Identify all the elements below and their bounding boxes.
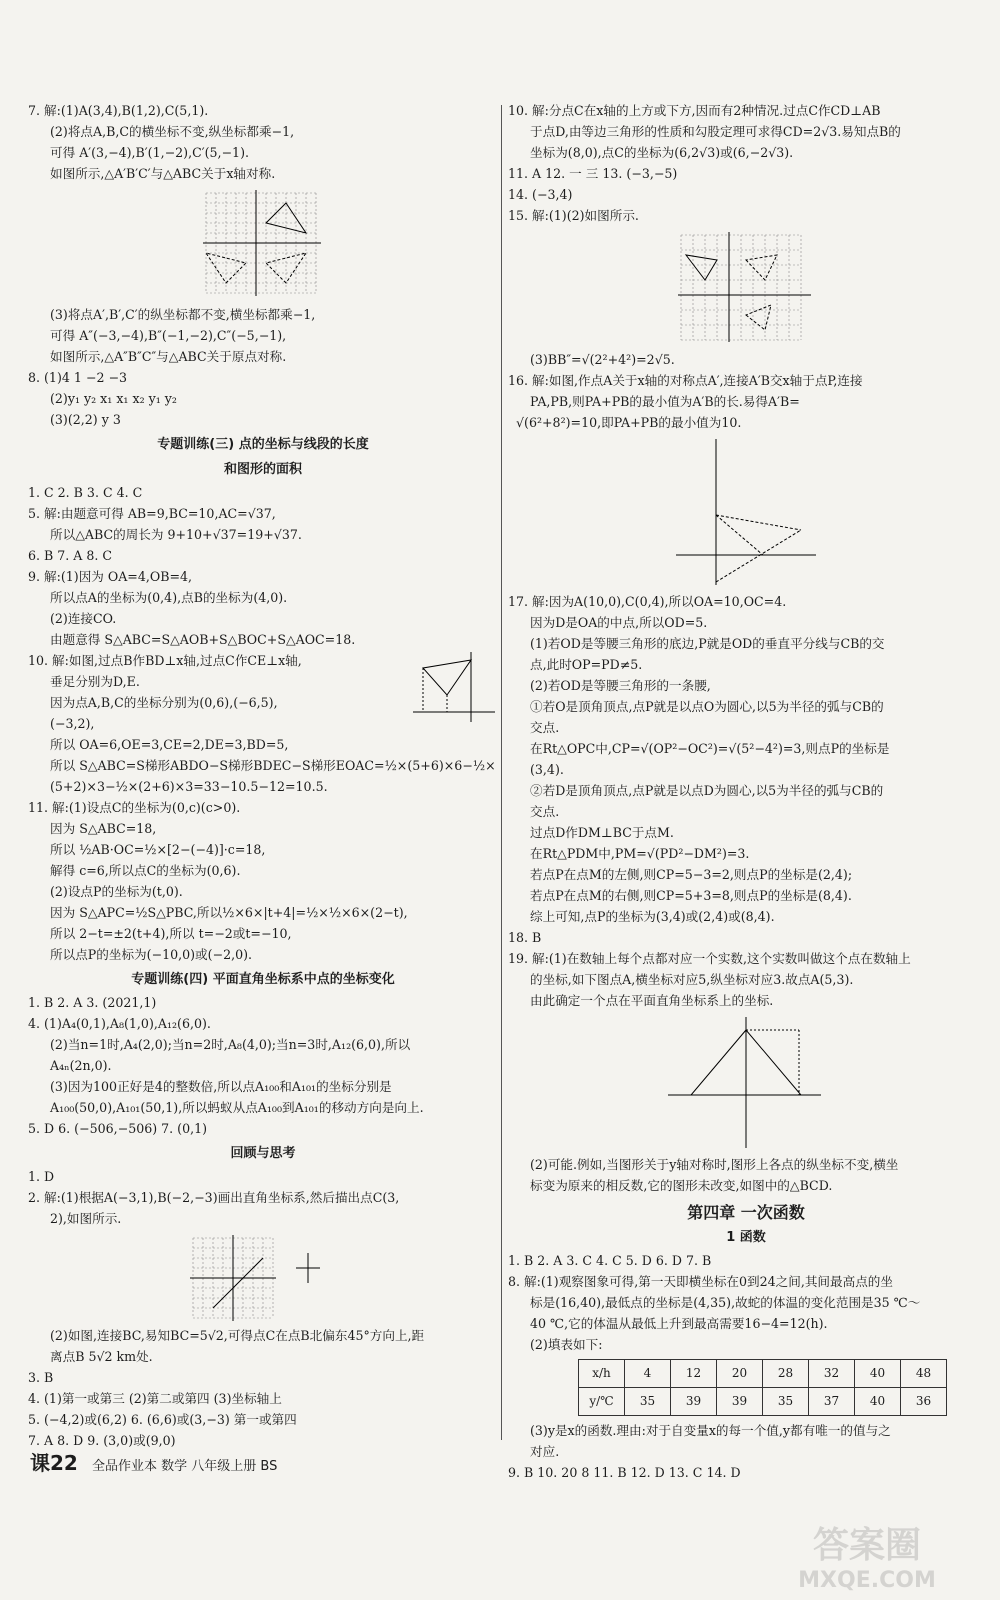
text-line: 所以 ½AB·OC=½×[2−(−4)]·c=18,: [50, 842, 266, 857]
text-line: (2)设点P的坐标为(t,0).: [50, 884, 183, 899]
table-cell: 39: [717, 1388, 763, 1416]
text-line: 9. 解:(1)因为 OA=4,OB=4,: [28, 569, 193, 584]
text-line: 6. B 7. A 8. C: [28, 548, 113, 563]
text-line: 10. 解:分点C在x轴的上方或下方,因而有2种情况.过点C作CD⊥AB: [508, 103, 881, 118]
text-line: 3. B: [28, 1370, 54, 1385]
table-cell: x/h: [579, 1360, 625, 1388]
text-line: (−3,2),: [50, 716, 95, 731]
text-line: 若点P在点M的左侧,则CP=5−3=2,则点P的坐标是(2,4);: [530, 867, 853, 882]
text-line: 40 ℃,它的体温从最低上升到最高需要16−4=12(h).: [530, 1316, 828, 1331]
text-line: PA,PB,则PA+PB的最小值为A′B的长.易得A′B=: [530, 394, 800, 409]
text-line: (3)(2,2) y 3: [50, 412, 121, 427]
page-footer: [30, 1447, 277, 1476]
text-line: 所以点P的坐标为(−10,0)或(−2,0).: [50, 947, 253, 962]
table-cell: 28: [763, 1360, 809, 1388]
text-line: 11. 解:(1)设点C的坐标为(0,c)(c>0).: [28, 800, 241, 815]
text-line: (3)因为100正好是4的整数倍,所以点A₁₀₀和A₁₀₁的坐标分别是: [50, 1079, 392, 1094]
text-line: 5. (−4,2)或(6,2) 6. (6,6)或(3,−3) 第一或第四: [28, 1412, 297, 1427]
text-line: 因为 S△ABC=18,: [50, 821, 157, 836]
table-cell: 36: [901, 1388, 947, 1416]
text-line: (3)BB″=√(2²+4²)=2√5.: [530, 352, 675, 367]
text-line: (2)将点A,B,C的横坐标不变,纵坐标都乘−1,: [50, 124, 295, 139]
text-line: 1. D: [28, 1169, 55, 1184]
section-heading: 回顾与思考: [230, 1146, 296, 1161]
text-line: 15. 解:(1)(2)如图所示.: [508, 208, 639, 223]
section-heading: 专题训练(三) 点的坐标与线段的长度: [157, 437, 369, 452]
text-line: 在Rt△OPC中,CP=√(OP²−OC²)=√(5²−4²)=3,则点P的坐标是: [530, 741, 890, 756]
text-line: 可得 A′(3,−4),B′(1,−2),C′(5,−1).: [50, 145, 249, 160]
table-cell: y/℃: [579, 1388, 625, 1416]
text-line: 19. 解:(1)在数轴上每个点都对应一个实数,这个实数叫做这个点在数轴上: [508, 951, 911, 966]
watermark-text: 答案圈: [812, 1525, 922, 1566]
table-cell: 39: [671, 1388, 717, 1416]
text-line: 离点B 5√2 km处.: [50, 1349, 153, 1364]
text-line: 所以 2−t=±2(t+4),所以 t=−2或t=−10,: [50, 926, 292, 941]
text-line: 垂足分别为D,E.: [50, 674, 140, 689]
text-line: 5. 解:由题意可得 AB=9,BC=10,AC=√37,: [28, 506, 276, 521]
text-line: 10. 解:如图,过点B作BD⊥x轴,过点C作CE⊥x轴,: [28, 653, 302, 668]
text-line: 在Rt△PDM中,PM=√(PD²−DM²)=3.: [530, 846, 750, 861]
text-line: (2)可能.例如,当图形关于y轴对称时,图形上各点的纵坐标不变,横坐: [530, 1157, 899, 1172]
text-line: (3,4).: [530, 762, 564, 777]
table-cell: 4: [625, 1360, 671, 1388]
right-column: [508, 100, 984, 1483]
figure-symmetric-triangle: [666, 1015, 826, 1150]
text-line: (1)若OD是等腰三角形的底边,P就是OD的垂直平分线与CB的交: [530, 636, 885, 651]
text-line: 9. B 10. 20 8 11. B 12. D 13. C 14. D: [508, 1465, 741, 1480]
watermark-url: MXQE.COM: [798, 1568, 936, 1593]
figure-translation-grid: [676, 230, 816, 345]
text-line: 所以点A的坐标为(0,4),点B的坐标为(4,0).: [50, 590, 288, 605]
table-cell: 35: [763, 1388, 809, 1416]
text-line: 18. B: [508, 930, 542, 945]
figure-shortest-path: [671, 437, 821, 587]
text-line: A₁₀₀(50,0),A₁₀₁(50,1),所以蚂蚁从点A₁₀₀到A₁₀₁的移动方向是向上.: [50, 1100, 424, 1115]
text-line: 若点P在点M的右侧,则CP=5+3=8,则点P的坐标是(8,4).: [530, 888, 852, 903]
section-heading: 专题训练(四) 平面直角坐标系中点的坐标变化: [131, 972, 395, 987]
text-line: 综上可知,点P的坐标为(3,4)或(2,4)或(8,4).: [530, 909, 775, 924]
text-line: A₄ₙ(2n,0).: [50, 1058, 112, 1073]
text-line: 7. 解:(1)A(3,4),B(1,2),C(5,1).: [28, 103, 209, 118]
text-line: ②若D是顶角顶点,点P就是以点D为圆心,以5为半径的弧与CB的: [530, 783, 884, 798]
text-line: 8. (1)4 1 −2 −3: [28, 370, 128, 385]
watermark-logo: [752, 1515, 982, 1595]
text-line: 交点.: [530, 804, 560, 819]
text-line: 8. 解:(1)观察图象可得,第一天即横坐标在0到24之间,其间最高点的坐: [508, 1274, 893, 1289]
text-line: 1. B 2. A 3. (2021,1): [28, 995, 157, 1010]
table-row: [579, 1360, 947, 1388]
text-line: (2)若OD是等腰三角形的一条腰,: [530, 678, 711, 693]
left-column: [28, 100, 498, 1451]
text-line: 11. A 12. 一 三 13. (−3,−5): [508, 166, 678, 181]
text-line: (2)如图,连接BC,易知BC=5√2,可得点C在点B北偏东45°方向上,距: [50, 1328, 425, 1343]
text-line: 对应.: [530, 1444, 560, 1459]
text-line: ①若O是顶角顶点,点P就是以点O为圆心,以5为半径的弧与CB的: [530, 699, 884, 714]
text-line: 因为D是OA的中点,所以OD=5.: [530, 615, 708, 630]
text-line: 7. A 8. D 9. (3,0)或(9,0): [28, 1433, 176, 1448]
text-line: 由此确定一个点在平面直角坐标系上的坐标.: [530, 993, 774, 1008]
text-line: 标变为原来的相反数,它的图形未改变,如图中的△BCD.: [530, 1178, 833, 1193]
text-line: 因为 S△APC=½S△PBC,所以½×6×|t+4|=½×½×6×(2−t),: [50, 905, 408, 920]
text-line: 14. (−3,4): [508, 187, 573, 202]
text-line: 于点D,由等边三角形的性质和勾股定理可求得CD=2√3.易知点B的: [530, 124, 901, 139]
text-line: (3)y是x的函数.理由:对于自变量x的每一个值,y都有唯一的值与之: [530, 1423, 891, 1438]
text-line: √(6²+8²)=10,即PA+PB的最小值为10.: [516, 415, 742, 430]
text-line: 5. D 6. (−506,−506) 7. (0,1): [28, 1121, 208, 1136]
text-line: 1. B 2. A 3. C 4. C 5. D 6. D 7. B: [508, 1253, 712, 1268]
table-cell: 40: [855, 1360, 901, 1388]
text-line: 解得 c=6,所以点C的坐标为(0,6).: [50, 863, 241, 878]
text-line: 如图所示,△A″B″C″与△ABC关于原点对称.: [50, 349, 287, 364]
figure-grid-reflection: [201, 188, 326, 300]
text-line: 1. C 2. B 3. C 4. C: [28, 485, 143, 500]
text-line: (2)填表如下:: [530, 1337, 603, 1352]
text-line: (2)y₁ y₂ x₁ x₁ x₂ y₁ y₂: [50, 391, 177, 406]
text-line: 如图所示,△A′B′C′与△ABC关于x轴对称.: [50, 166, 276, 181]
figure-triangle-abc: [413, 650, 498, 725]
text-line: 所以△ABC的周长为 9+10+√37=19+√37.: [50, 527, 302, 542]
text-line: 16. 解:如图,作点A关于x轴的对称点A′,连接A′B交x轴于点P,连接: [508, 373, 863, 388]
section-heading: 和图形的面积: [223, 462, 302, 477]
table-row: [579, 1388, 947, 1416]
chapter-title: 第四章 一次函数: [687, 1203, 805, 1222]
text-line: 所以 OA=6,OE=3,CE=2,DE=3,BD=5,: [50, 737, 289, 752]
column-divider: [501, 105, 502, 1440]
table-cell: 37: [809, 1388, 855, 1416]
table-cell: 12: [671, 1360, 717, 1388]
text-line: 的坐标,如下图点A,横坐标对应5,纵坐标对应3.故点A(5,3).: [530, 972, 854, 987]
text-line: 4. (1)第一或第三 (2)第二或第四 (3)坐标轴上: [28, 1391, 282, 1406]
text-line: (5+2)×3−½×(2+6)×3=33−10.5−12=10.5.: [50, 779, 328, 794]
section-heading: 1 函数: [726, 1230, 766, 1245]
text-line: 2. 解:(1)根据A(−3,1),B(−2,−3)画出直角坐标系,然后描出点C(3,: [28, 1190, 400, 1205]
text-line: 由题意得 S△ABC=S△AOB+S△BOC+S△AOC=18.: [50, 632, 356, 647]
value-table: [578, 1359, 947, 1416]
text-line: (2)连接CO.: [50, 611, 117, 626]
text-line: 坐标为(8,0),点C的坐标为(6,2√3)或(6,−2√3).: [530, 145, 794, 160]
text-line: (2)当n=1时,A₄(2,0);当n=2时,A₈(4,0);当n=3时,A₁₂(6,0),所以: [50, 1037, 411, 1052]
table-cell: 40: [855, 1388, 901, 1416]
text-line: 2),如图所示.: [50, 1211, 122, 1226]
text-line: 17. 解:因为A(10,0),C(0,4),所以OA=10,OC=4.: [508, 594, 787, 609]
text-line: 交点.: [530, 720, 560, 735]
text-line: 可得 A″(−3,−4),B″(−1,−2),C″(−5,−1),: [50, 328, 287, 343]
text-line: 所以 S△ABC=S梯形ABDO−S梯形BDEC−S梯形EOAC=½×(5+6)×6−½×: [50, 758, 496, 773]
table-cell: 48: [901, 1360, 947, 1388]
table-cell: 32: [809, 1360, 855, 1388]
table-cell: 20: [717, 1360, 763, 1388]
text-line: 标是(16,40),最低点的坐标是(4,35),故蛇的体温的变化范围是35 ℃～: [530, 1295, 921, 1310]
text-line: 4. (1)A₄(0,1),A₈(1,0),A₁₂(6,0).: [28, 1016, 211, 1031]
text-line: 点,此时OP=PD≠5.: [530, 657, 643, 672]
text-line: 过点D作DM⊥BC于点M.: [530, 825, 674, 840]
footer-text: 全品作业本 数学 八年级上册 BS: [91, 1459, 278, 1474]
figure-compass-grid: [188, 1233, 338, 1321]
page-number: 课22: [30, 1451, 78, 1475]
text-line: (3)将点A′,B′,C′的纵坐标都不变,横坐标都乘−1,: [50, 307, 316, 322]
table-cell: 35: [625, 1388, 671, 1416]
text-line: 因为点A,B,C的坐标分别为(0,6),(−6,5),: [50, 695, 278, 710]
